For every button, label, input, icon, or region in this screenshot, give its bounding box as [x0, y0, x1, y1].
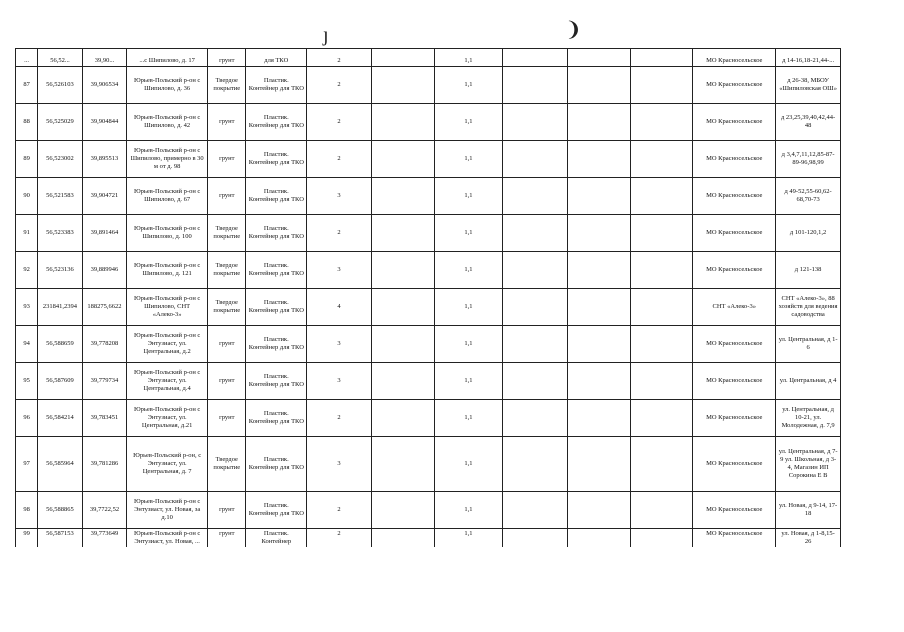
- cell-volume: 1,1: [434, 437, 503, 492]
- cell-sources: д 101-120,1,2: [776, 215, 841, 252]
- cell-container: Пластик. Контейнер для ТКО: [246, 400, 307, 437]
- cell-container: для ТКО: [246, 49, 307, 67]
- cell-empty: [630, 252, 693, 289]
- cell-empty: [567, 178, 630, 215]
- cell-empty: [503, 437, 568, 492]
- cell-number: 87: [16, 67, 38, 104]
- cell-surface: Твердое покрытие: [208, 252, 246, 289]
- cell-empty: [567, 326, 630, 363]
- cell-empty: [503, 178, 568, 215]
- cell-surface: грунт: [208, 104, 246, 141]
- cell-count: 3: [307, 178, 372, 215]
- cell-count: 3: [307, 437, 372, 492]
- cell-empty: [371, 363, 434, 400]
- cell-empty: [630, 215, 693, 252]
- cell-empty: [630, 326, 693, 363]
- table-row: [16, 141, 841, 178]
- cell-volume: 1,1: [434, 67, 503, 104]
- cell-empty: [567, 141, 630, 178]
- cell-empty: [567, 252, 630, 289]
- cell-empty: [567, 104, 630, 141]
- cell-empty: [503, 529, 568, 548]
- cell-latitude: 56,588659: [38, 326, 82, 363]
- cell-address: Юрьев-Польский р-он с Энтузиаст, ул. Центральная, д.21: [127, 400, 208, 437]
- cell-longitude: 39,783451: [82, 400, 126, 437]
- cell-container: Пластик. Контейнер для ТКО: [246, 252, 307, 289]
- handwritten-mark-right: ❩: [565, 19, 582, 41]
- cell-empty: [503, 49, 568, 67]
- cell-number: 89: [16, 141, 38, 178]
- cell-owner: МО Красносельское: [693, 437, 776, 492]
- cell-sources: ул. Центральная, д 4: [776, 363, 841, 400]
- cell-volume: 1,1: [434, 363, 503, 400]
- cell-address: Юрьев-Польский р-он, с Энтузиаст, ул. Центральная, д. 7: [127, 437, 208, 492]
- cell-sources: д 3,4,7,11,12,85-87-89-96,98,99: [776, 141, 841, 178]
- cell-latitude: 231841,2394: [38, 289, 82, 326]
- cell-count: 2: [307, 492, 372, 529]
- cell-empty: [371, 141, 434, 178]
- cell-empty: [371, 215, 434, 252]
- cell-latitude: 56,587609: [38, 363, 82, 400]
- cell-number: 88: [16, 104, 38, 141]
- cell-longitude: 188275,6622: [82, 289, 126, 326]
- cell-surface: грунт: [208, 529, 246, 548]
- cell-volume: 1,1: [434, 529, 503, 548]
- cell-empty: [503, 252, 568, 289]
- cell-address: Юрьев-Польский р-он с Энтузиаст, ул. Центральная, д.2: [127, 326, 208, 363]
- cell-count: 2: [307, 49, 372, 67]
- cell-empty: [630, 289, 693, 326]
- cell-empty: [503, 215, 568, 252]
- cell-address: Юрьев-Польский р-он с Шипилово, д. 42: [127, 104, 208, 141]
- cell-sources: д 14-16,18-21,44-...: [776, 49, 841, 67]
- cell-empty: [371, 67, 434, 104]
- cell-surface: грунт: [208, 492, 246, 529]
- table-row: [16, 67, 841, 104]
- cell-owner: МО Красносельское: [693, 104, 776, 141]
- cell-empty: [371, 49, 434, 67]
- table-row: [16, 104, 841, 141]
- cell-empty: [630, 363, 693, 400]
- cell-sources: ул. Центральная, д 1-6: [776, 326, 841, 363]
- cell-latitude: 56,523136: [38, 252, 82, 289]
- cell-number: 98: [16, 492, 38, 529]
- cell-empty: [630, 49, 693, 67]
- cell-count: 2: [307, 215, 372, 252]
- cell-owner: МО Красносельское: [693, 326, 776, 363]
- cell-surface: Твердое покрытие: [208, 289, 246, 326]
- cell-volume: 1,1: [434, 252, 503, 289]
- cell-count: 2: [307, 529, 372, 548]
- cell-empty: [503, 400, 568, 437]
- cell-sources: ул. Новая, д 1-8,15-26: [776, 529, 841, 548]
- table-row: [16, 363, 841, 400]
- cell-empty: [630, 141, 693, 178]
- cell-volume: 1,1: [434, 104, 503, 141]
- cell-surface: Твердое покрытие: [208, 67, 246, 104]
- cell-number: 99: [16, 529, 38, 548]
- cell-number: ...: [16, 49, 38, 67]
- cell-empty: [567, 529, 630, 548]
- cell-container: Пластик. Контейнер для ТКО: [246, 326, 307, 363]
- cell-count: 2: [307, 104, 372, 141]
- cell-container: Пластик. Контейнер для ТКО: [246, 141, 307, 178]
- cell-container: Пластик. Контейнер для ТКО: [246, 104, 307, 141]
- table-row: [16, 289, 841, 326]
- cell-empty: [630, 178, 693, 215]
- cell-surface: Твердое покрытие: [208, 437, 246, 492]
- cell-count: 4: [307, 289, 372, 326]
- cell-number: 94: [16, 326, 38, 363]
- cell-empty: [503, 363, 568, 400]
- cell-container: Пластик. Контейнер для ТКО: [246, 178, 307, 215]
- cell-latitude: 56,585964: [38, 437, 82, 492]
- cell-empty: [371, 492, 434, 529]
- cell-empty: [371, 289, 434, 326]
- cell-longitude: 39,7722,52: [82, 492, 126, 529]
- waste-sites-register-table: [15, 48, 841, 547]
- cell-empty: [371, 178, 434, 215]
- cell-empty: [567, 215, 630, 252]
- cell-count: 2: [307, 400, 372, 437]
- cell-longitude: 39,90...: [82, 49, 126, 67]
- cell-number: 95: [16, 363, 38, 400]
- cell-empty: [503, 326, 568, 363]
- cell-empty: [630, 437, 693, 492]
- table-row: [16, 492, 841, 529]
- cell-latitude: 56,525029: [38, 104, 82, 141]
- cell-latitude: 56,523002: [38, 141, 82, 178]
- cell-volume: 1,1: [434, 289, 503, 326]
- cell-empty: [371, 252, 434, 289]
- handwritten-mark-left: ȷ: [323, 24, 329, 46]
- cell-empty: [371, 104, 434, 141]
- cell-empty: [567, 49, 630, 67]
- table-row: [16, 252, 841, 289]
- cell-surface: грунт: [208, 363, 246, 400]
- cell-empty: [567, 67, 630, 104]
- cell-sources: д 26-38, МБОУ «Шипиловская ОШ»: [776, 67, 841, 104]
- cell-container: Пластик. Контейнер: [246, 529, 307, 548]
- cell-sources: ул. Центральная, д 7-9 ул. Школьная, д 3-4, Магазин ИП Сорокина Е В: [776, 437, 841, 492]
- cell-empty: [371, 326, 434, 363]
- cell-longitude: 39,904721: [82, 178, 126, 215]
- cell-count: 2: [307, 67, 372, 104]
- cell-count: 3: [307, 326, 372, 363]
- cell-container: Пластик. Контейнер для ТКО: [246, 67, 307, 104]
- cell-sources: д 23,25,39,40,42,44-48: [776, 104, 841, 141]
- cell-owner: МО Красносельское: [693, 215, 776, 252]
- cell-address: Юрьев-Польский р-он с Шипилово, СНТ «Алеко-3»: [127, 289, 208, 326]
- table-row: [16, 437, 841, 492]
- table-row: [16, 178, 841, 215]
- cell-number: 96: [16, 400, 38, 437]
- cell-latitude: 56,588865: [38, 492, 82, 529]
- cell-surface: грунт: [208, 141, 246, 178]
- cell-volume: 1,1: [434, 492, 503, 529]
- cell-empty: [503, 492, 568, 529]
- cell-owner: СНТ «Алеко-3»: [693, 289, 776, 326]
- cell-address: Юрьев-Польский р-он с Энтузиаст, ул. Новая, ...: [127, 529, 208, 548]
- cell-volume: 1,1: [434, 326, 503, 363]
- cell-longitude: 39,895513: [82, 141, 126, 178]
- cell-longitude: 39,781286: [82, 437, 126, 492]
- cell-surface: грунт: [208, 49, 246, 67]
- cell-number: 97: [16, 437, 38, 492]
- cell-longitude: 39,889946: [82, 252, 126, 289]
- cell-longitude: 39,773649: [82, 529, 126, 548]
- cell-address: Юрьев-Польский р-он с Энтузиаст, ул. Новая, за д.10: [127, 492, 208, 529]
- cell-owner: МО Красносельское: [693, 67, 776, 104]
- cell-address: Юрьев-Польский р-он с Шипилово, д. 36: [127, 67, 208, 104]
- cell-empty: [371, 529, 434, 548]
- cell-longitude: 39,904844: [82, 104, 126, 141]
- cell-container: Пластик. Контейнер для ТКО: [246, 437, 307, 492]
- cell-owner: МО Красносельское: [693, 141, 776, 178]
- cell-owner: МО Красносельское: [693, 252, 776, 289]
- cell-owner: МО Красносельское: [693, 49, 776, 67]
- table-row-cut-bottom: [16, 529, 841, 548]
- cell-empty: [630, 492, 693, 529]
- cell-count: 2: [307, 141, 372, 178]
- cell-empty: [567, 289, 630, 326]
- cell-latitude: 56,584214: [38, 400, 82, 437]
- cell-longitude: 39,891464: [82, 215, 126, 252]
- cell-sources: ул. Новая, д 9-14, 17-18: [776, 492, 841, 529]
- cell-number: 93: [16, 289, 38, 326]
- cell-volume: 1,1: [434, 141, 503, 178]
- cell-empty: [630, 400, 693, 437]
- cell-address: Юрьев-Польский р-он с Энтузиаст, ул. Центральная, д.4: [127, 363, 208, 400]
- cell-empty: [371, 400, 434, 437]
- cell-surface: Твердое покрытие: [208, 215, 246, 252]
- table-row-cut-top: [16, 49, 841, 67]
- cell-empty: [503, 141, 568, 178]
- cell-sources: д 121-138: [776, 252, 841, 289]
- table-row: [16, 215, 841, 252]
- cell-address: Юрьев-Польский р-он с Шипилово, д. 100: [127, 215, 208, 252]
- cell-sources: ул. Центральная, д 10-21, ул. Молодежная, д. 7,9: [776, 400, 841, 437]
- cell-sources: СНТ «Алеко-3», 88 хозяйств для ведения садоводства: [776, 289, 841, 326]
- cell-container: Пластик. Контейнер для ТКО: [246, 215, 307, 252]
- cell-volume: 1,1: [434, 215, 503, 252]
- cell-count: 3: [307, 363, 372, 400]
- cell-volume: 1,1: [434, 49, 503, 67]
- cell-address: Юрьев-Польский р-он с Шипилово, д. 67: [127, 178, 208, 215]
- cell-container: Пластик. Контейнер для ТКО: [246, 289, 307, 326]
- cell-latitude: 56,521583: [38, 178, 82, 215]
- cell-surface: грунт: [208, 400, 246, 437]
- cell-count: 3: [307, 252, 372, 289]
- cell-owner: МО Красносельское: [693, 529, 776, 548]
- cell-empty: [630, 104, 693, 141]
- cell-empty: [503, 289, 568, 326]
- cell-latitude: 56,523383: [38, 215, 82, 252]
- cell-owner: МО Красносельское: [693, 400, 776, 437]
- cell-empty: [503, 67, 568, 104]
- cell-address: ...с Шипилово, д. 17: [127, 49, 208, 67]
- cell-volume: 1,1: [434, 178, 503, 215]
- cell-empty: [503, 104, 568, 141]
- cell-container: Пластик. Контейнер для ТКО: [246, 363, 307, 400]
- cell-empty: [371, 437, 434, 492]
- cell-number: 90: [16, 178, 38, 215]
- cell-longitude: 39,779734: [82, 363, 126, 400]
- cell-container: Пластик. Контейнер для ТКО: [246, 492, 307, 529]
- cell-empty: [567, 363, 630, 400]
- cell-empty: [630, 529, 693, 548]
- cell-empty: [567, 400, 630, 437]
- cell-address: Юрьев-Польский р-он с Шипилово, примерно в 30 м от д. 98: [127, 141, 208, 178]
- cell-number: 91: [16, 215, 38, 252]
- cell-longitude: 39,778208: [82, 326, 126, 363]
- cell-latitude: 56,587153: [38, 529, 82, 548]
- cell-latitude: 56,52...: [38, 49, 82, 67]
- cell-owner: МО Красносельское: [693, 178, 776, 215]
- table-row: [16, 326, 841, 363]
- cell-owner: МО Красносельское: [693, 363, 776, 400]
- cell-empty: [567, 492, 630, 529]
- cell-address: Юрьев-Польский р-он с Шипилово, д. 121: [127, 252, 208, 289]
- cell-volume: 1,1: [434, 400, 503, 437]
- table-row: [16, 400, 841, 437]
- cell-empty: [567, 437, 630, 492]
- cell-surface: грунт: [208, 326, 246, 363]
- cell-sources: д 49-52,55-60,62-68,70-73: [776, 178, 841, 215]
- cell-empty: [630, 67, 693, 104]
- cell-latitude: 56,526103: [38, 67, 82, 104]
- cell-owner: МО Красносельское: [693, 492, 776, 529]
- cell-surface: грунт: [208, 178, 246, 215]
- cell-longitude: 39,906534: [82, 67, 126, 104]
- cell-number: 92: [16, 252, 38, 289]
